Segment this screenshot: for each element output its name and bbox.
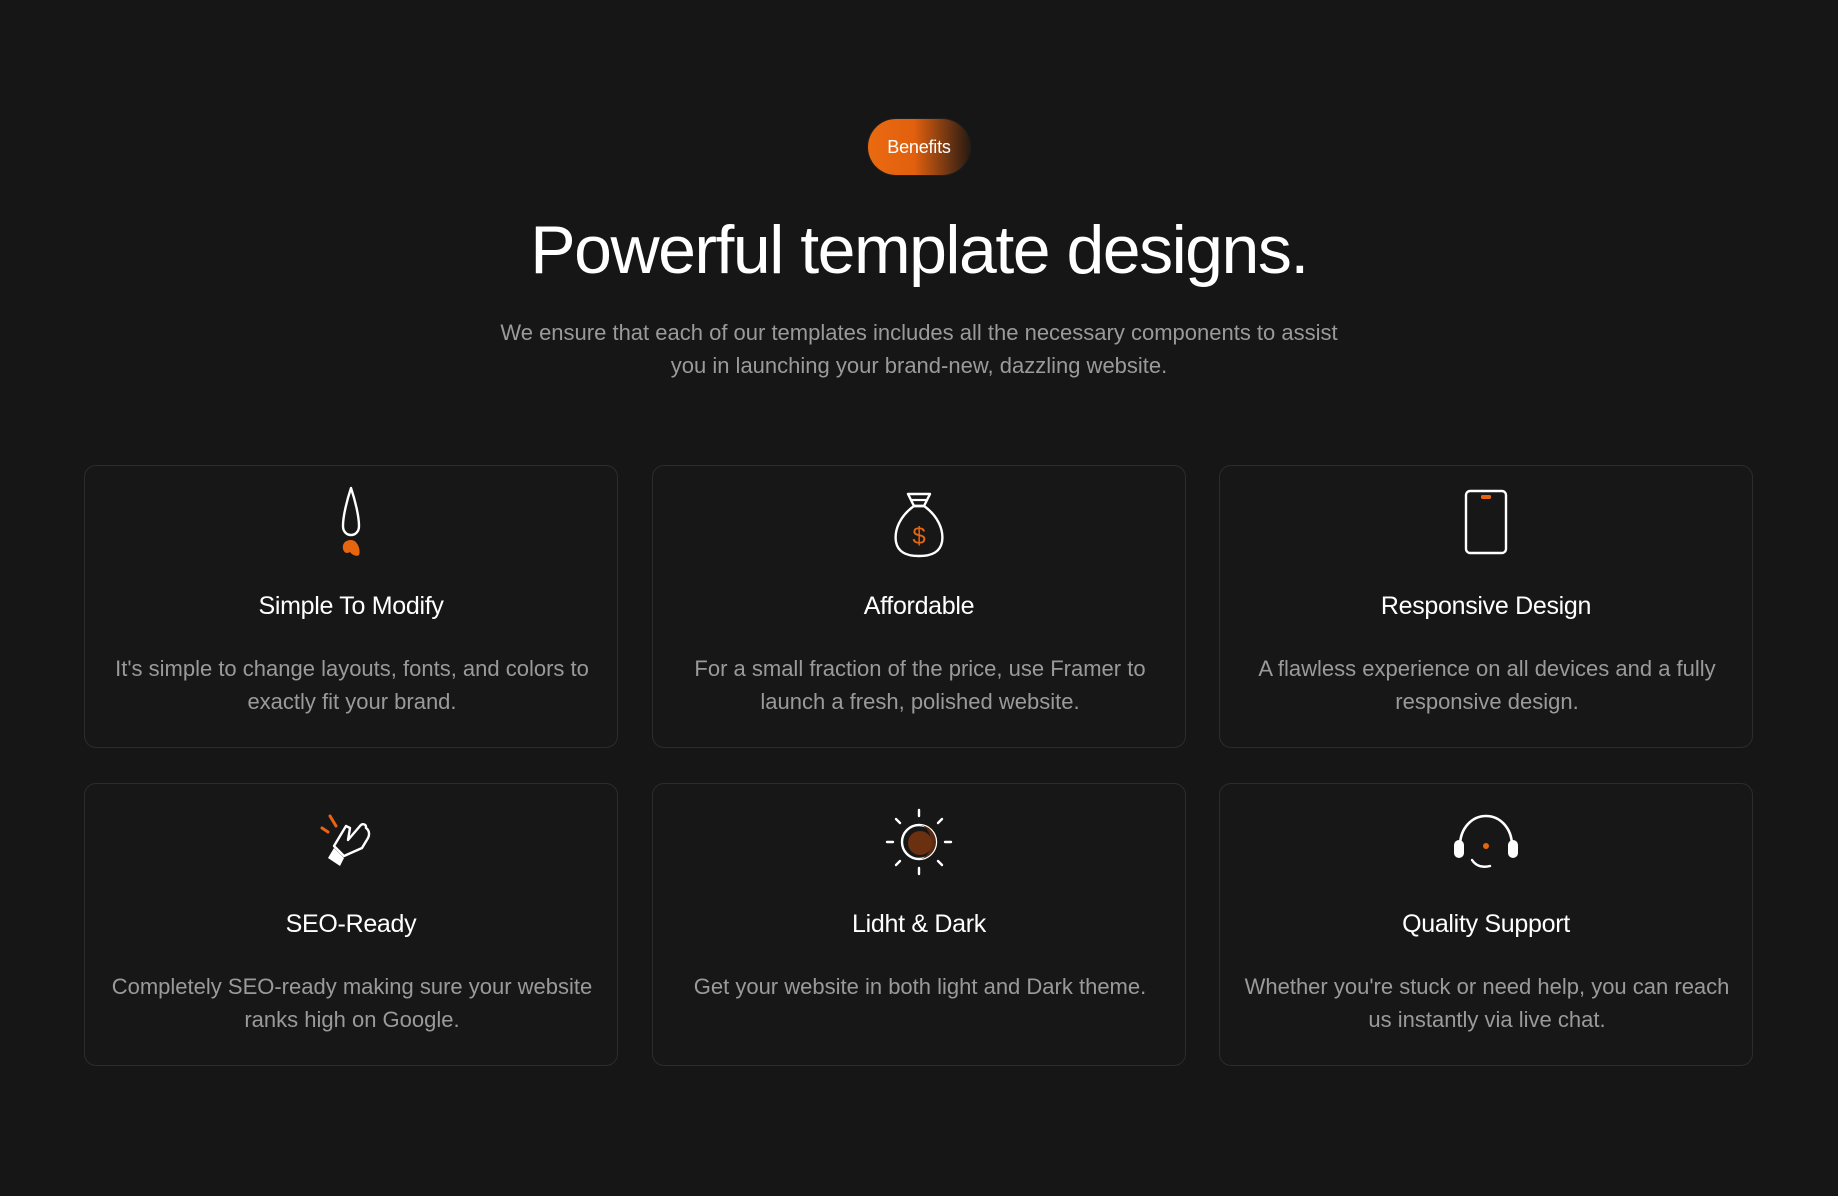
- feature-title: SEO-Ready: [285, 910, 417, 938]
- section-title: Powerful template designs.: [530, 212, 1308, 288]
- feature-description: For a small fraction of the price, use Framer to launch a fresh, polished website.: [694, 656, 1146, 714]
- brush-icon: [311, 484, 391, 564]
- feature-card-quality-support: [1219, 783, 1753, 1066]
- feature-title: Responsive Design: [1380, 592, 1592, 620]
- feature-description: A flawless experience on all devices and a fully responsive design.: [1258, 656, 1716, 714]
- section-subtitle: We ensure that each of our templates includes all the necessary components to assist you in launching your brand-new, dazzling website.: [500, 320, 1338, 378]
- feature-card-affordable: [652, 465, 1186, 748]
- feature-title: Affordable: [863, 592, 975, 620]
- feature-card-responsive-design: [1219, 465, 1753, 748]
- feature-description: Completely SEO-ready making sure your website ranks high on Google.: [111, 974, 593, 1032]
- sun-moon-icon: [879, 802, 959, 882]
- benefits-badge-label: Benefits: [887, 136, 951, 157]
- feature-title: Quality Support: [1402, 910, 1570, 938]
- feature-title: Lidht & Dark: [852, 910, 986, 938]
- feature-card-seo-ready: [84, 783, 618, 1066]
- benefits-badge: [868, 119, 970, 175]
- feature-card-light-dark: [652, 783, 1186, 1066]
- svg-text:$: $: [912, 523, 926, 550]
- money-bag-icon: [879, 484, 959, 564]
- feature-title: Simple To Modify: [258, 592, 444, 620]
- feature-description: Whether you're stuck or need help, you can reach us instantly via live chat.: [1244, 974, 1730, 1032]
- feature-description: Get your website in both light and Dark theme.: [693, 974, 1147, 999]
- pointing-hand-icon: [311, 802, 391, 882]
- feature-card-simple-to-modify: [84, 465, 618, 748]
- headset-icon: [1446, 802, 1526, 882]
- mobile-phone-icon: [1446, 484, 1526, 564]
- feature-description: It's simple to change layouts, fonts, and colors to exactly fit your brand.: [115, 656, 589, 714]
